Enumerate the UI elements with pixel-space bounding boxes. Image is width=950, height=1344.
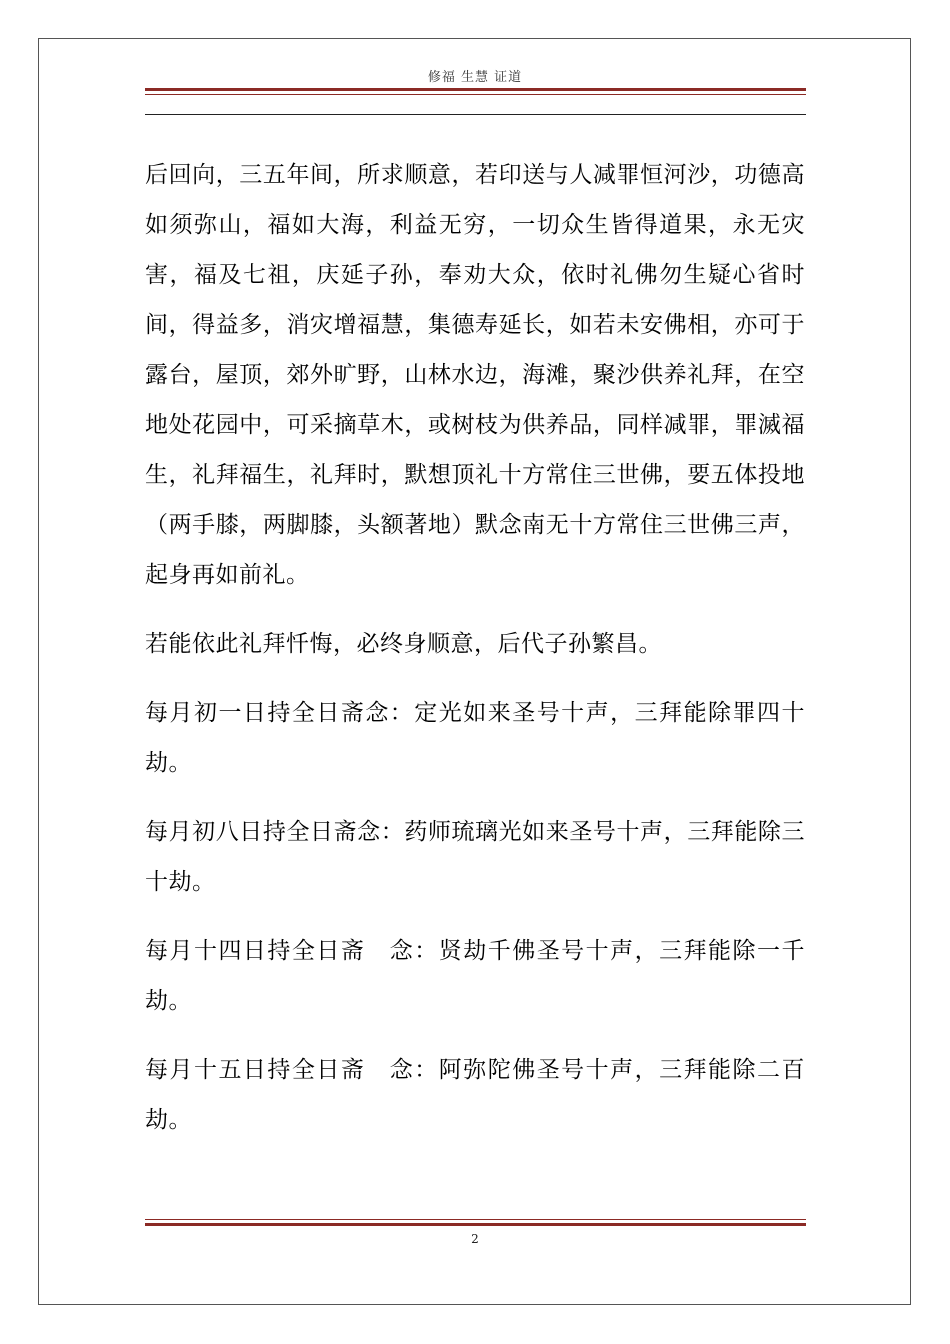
paragraph-5: 每月十四日持全日斋 念：贤劫千佛圣号十声，三拜能除一千劫。	[145, 938, 805, 1014]
header-rule-thick	[145, 88, 806, 91]
footer-rule-thin	[145, 1219, 806, 1220]
paragraph-3: 每月初一日持全日斋念：定光如来圣号十声，三拜能除罪四十劫。	[145, 700, 805, 776]
document-body	[145, 150, 805, 1164]
header-rule-black	[145, 114, 806, 115]
footer-rule-thick	[145, 1223, 806, 1226]
header-title: 修福 生慧 证道	[427, 70, 523, 85]
header-rule-thin	[145, 94, 806, 95]
page-number: 2	[471, 1232, 479, 1246]
paragraph-1: 后回向，三五年间，所求顺意，若印送与人减罪恒河沙，功德高如须弥山，福如大海，利益无穷，一切众生皆得道果，永无灾害，福及七祖，庆延子孙，奉劝大众，依时礼佛勿生疑心省时间，得益多，消灾增福慧，集德寿延长，如若未安佛相，亦可于露台，屋顶，郊外旷野，山林水边，海滩，聚沙供养礼拜，在空地处花园中，可采摘草木，或树枝为供养品，同样减罪，罪滅福生，礼拜福生，礼拜时，默想顶礼十方常住三世佛，要五体投地（两手膝，两脚膝，头额著地）默念南无十方常住三世佛三声，起身再如前礼。	[145, 162, 805, 588]
paragraph-4: 每月初八日持全日斋念：药师琉璃光如来圣号十声，三拜能除三十劫。	[145, 819, 805, 895]
paragraph-6: 每月十五日持全日斋 念：阿弥陀佛圣号十声，三拜能除二百劫。	[145, 1057, 805, 1133]
paragraph-2: 若能依此礼拜忏悔，必终身顺意，后代子孙繁昌。	[145, 631, 662, 657]
